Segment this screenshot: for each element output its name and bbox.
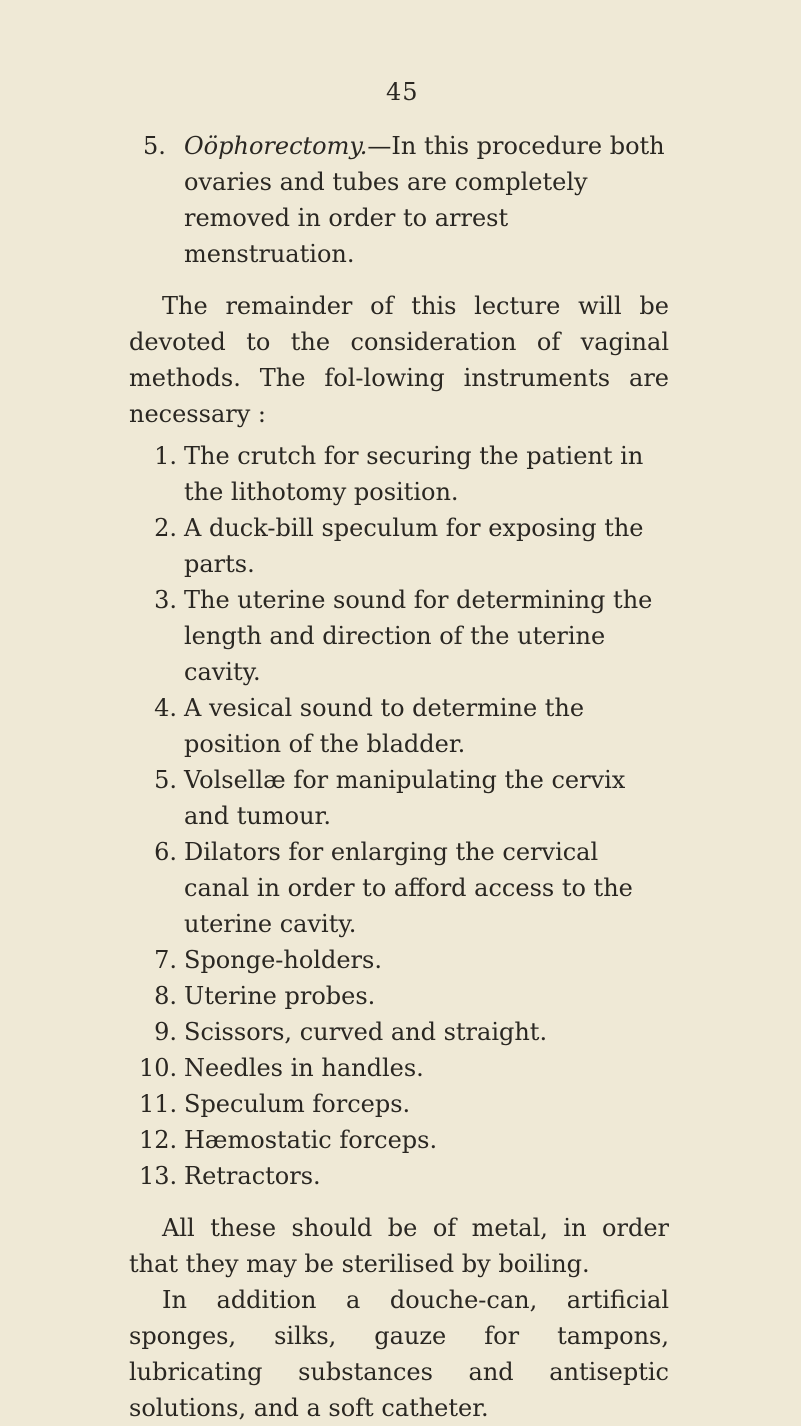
list-item	[129, 762, 669, 834]
list-item	[129, 1122, 669, 1158]
list-item-text: Retractors.	[184, 1162, 321, 1190]
list-item-text: A duck-bill speculum for exposing the parts.	[184, 514, 644, 578]
list-item	[129, 1158, 669, 1194]
list-item-text: Uterine probes.	[184, 982, 376, 1010]
list-item-text: Scissors, curved and straight.	[184, 1018, 548, 1046]
list-item	[129, 690, 669, 762]
list-item-text: The uterine sound for determining the length and direction of the uterine cavity.	[184, 586, 653, 686]
entry-oophorectomy	[129, 128, 669, 272]
page-number: 45	[386, 78, 419, 106]
list-item-text: The crutch for securing the patient in the lithotomy position.	[184, 442, 644, 506]
list-item-text: Dilators for enlarging the cervical canal in order to afford access to the uterine cavity.	[184, 838, 633, 938]
closing-paragraph-1: All these should be of metal, in order that they may be sterilised by boiling.	[129, 1214, 669, 1278]
list-item-number: 6.	[154, 838, 177, 866]
closing-section	[129, 1210, 669, 1426]
entry-number: 5.	[143, 132, 166, 160]
list-item-text: Volsellæ for manipulating the cervix and tumour.	[184, 766, 626, 830]
list-item	[129, 1050, 669, 1086]
list-item	[129, 438, 669, 510]
list-item-number: 5.	[154, 766, 177, 794]
list-item-number: 3.	[154, 586, 177, 614]
entry-title: Oöphorectomy.	[184, 132, 368, 160]
page-text	[129, 128, 669, 1426]
intro-paragraph: The remainder of this lecture will be devoted to the consideration of vaginal methods. The fol-lowing instruments are necessary :	[129, 292, 669, 428]
list-item	[129, 978, 669, 1014]
entry-text: —In this procedure both ovaries and tubes are completely removed in order to arrest menstruation.	[184, 132, 665, 268]
list-item	[129, 1086, 669, 1122]
list-item-text: Hæmostatic forceps.	[184, 1126, 438, 1154]
list-item	[129, 510, 669, 582]
list-item-number: 8.	[154, 982, 177, 1010]
list-item-number: 11.	[139, 1090, 178, 1118]
list-item-number: 10.	[139, 1054, 178, 1082]
list-item-text: A vesical sound to determine the position of the bladder.	[184, 694, 585, 758]
list-item-text: Speculum forceps.	[184, 1090, 411, 1118]
list-item	[129, 834, 669, 942]
instruments-list	[129, 438, 669, 1194]
list-item-text: Needles in handles.	[184, 1054, 424, 1082]
list-item-text: Sponge-holders.	[184, 946, 382, 974]
entry-body	[184, 132, 665, 268]
closing-paragraph-2: In addition a douche-can, artificial sponges, silks, gauze for tampons, lubricating substances and antiseptic solutions, and a soft catheter.	[129, 1286, 669, 1422]
list-item-number: 12.	[139, 1126, 178, 1154]
list-item-number: 4.	[154, 694, 177, 722]
list-item-number: 7.	[154, 946, 177, 974]
list-item-number: 2.	[154, 514, 177, 542]
list-item	[129, 582, 669, 690]
list-item-number: 9.	[154, 1018, 177, 1046]
list-item	[129, 1014, 669, 1050]
list-item-number: 1.	[154, 442, 177, 470]
list-item-number: 13.	[139, 1162, 178, 1190]
list-item	[129, 942, 669, 978]
